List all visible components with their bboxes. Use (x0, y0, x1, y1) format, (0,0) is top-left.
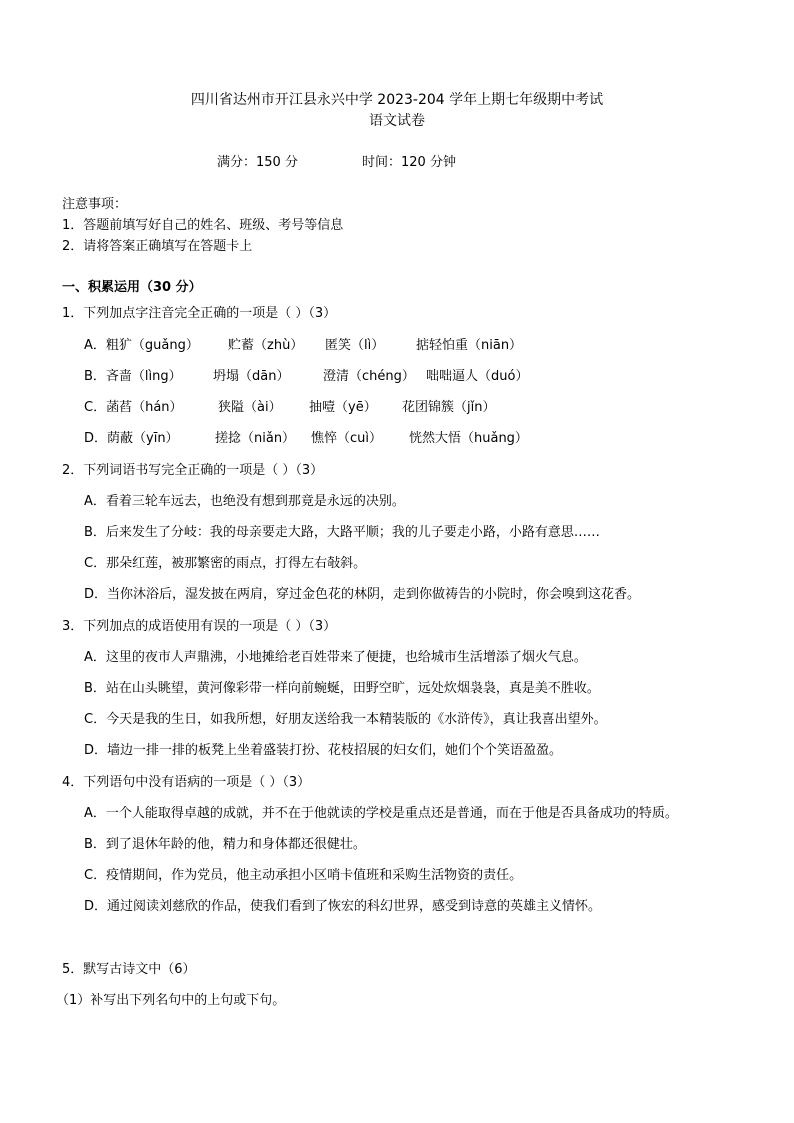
full-score: 满分：150 分 (217, 155, 298, 170)
note-item: 1．答题前填写好自己的姓名、班级、考号等信息 (62, 218, 344, 233)
q2-option-b: B．后来发生了分岐：我的母亲要走大路，大路平顺；我的儿子要走小路，小路有意思…… (84, 525, 600, 540)
exam-title: 四川省达州市开江县永兴中学 2023-204 学年上期七年级期中考试 (190, 92, 604, 108)
q4-option-d: D．通过阅读刘慈欣的作品，使我们看到了恢宏的科幻世界，感受到诗意的英雄主义情怀。 (84, 899, 602, 914)
q3-option-b: B．站在山头眺望，黄河像彩带一样向前蜿蜒，田野空旷，远处炊烟袅袅，真是美不胜收。 (84, 681, 600, 696)
section-heading: 一、积累运用（30 分） (62, 280, 202, 295)
question-4-stem: 4．下列语句中没有语病的一项是（ ）（3） (62, 775, 311, 790)
q2-option-c: C．那朵红莲，被那繁密的雨点，打得左右敧斜。 (84, 556, 367, 571)
q4-option-c: C．疫情期间，作为党员，他主动承担小区哨卡值班和采购生活物资的责任。 (84, 868, 523, 883)
q4-option-a: A．一个人能取得卓越的成就，并不在于他就读的学校是重点还是普通，而在于他是否具备成功的特质。 (84, 806, 678, 821)
note-item: 2．请将答案正确填写在答题卡上 (62, 239, 253, 254)
q3-option-d: D．墙边一排一排的板凳上坐着盛装打扮、花枝招展的妇女们，她们个个笑语盈盈。 (84, 743, 563, 758)
q3-option-c: C．今天是我的生日，如我所想，好朋友送给我一本精装版的《水浒传》，真让我喜出望外。 (84, 712, 607, 727)
q2-option-d: D．当你沐浴后，湿发披在两肩，穿过金色花的林阴，走到你做祷告的小院时，你会嗅到这花香。 (84, 587, 641, 602)
q5-subquestion-1: （1）补写出下列名句中的上句或下句。 (56, 993, 286, 1008)
q2-option-a: A．看着三轮车远去，也绝没有想到那竟是永远的决别。 (84, 494, 405, 509)
question-3-stem: 3．下列加点的成语使用有误的一项是（ ）（3） (62, 619, 337, 634)
question-1-stem: 1．下列加点字注音完全正确的一项是（ ）（3） (62, 306, 337, 321)
q3-option-a: A．这里的夜市人声鼎沸，小地摊给老百姓带来了便捷，也给城市生活增添了烟火气息。 (84, 650, 587, 665)
question-5-stem: 5．默写古诗文中（6） (62, 962, 196, 977)
question-2-stem: 2．下列词语书写完全正确的一项是（ ）（3） (62, 463, 324, 478)
exam-subtitle: 语文试卷 (369, 113, 425, 129)
q4-option-b: B．到了退休年龄的他，精力和身体都还很健壮。 (84, 837, 366, 852)
notes-heading: 注意事项： (62, 197, 128, 212)
exam-time: 时间：120 分钟 (362, 155, 456, 170)
